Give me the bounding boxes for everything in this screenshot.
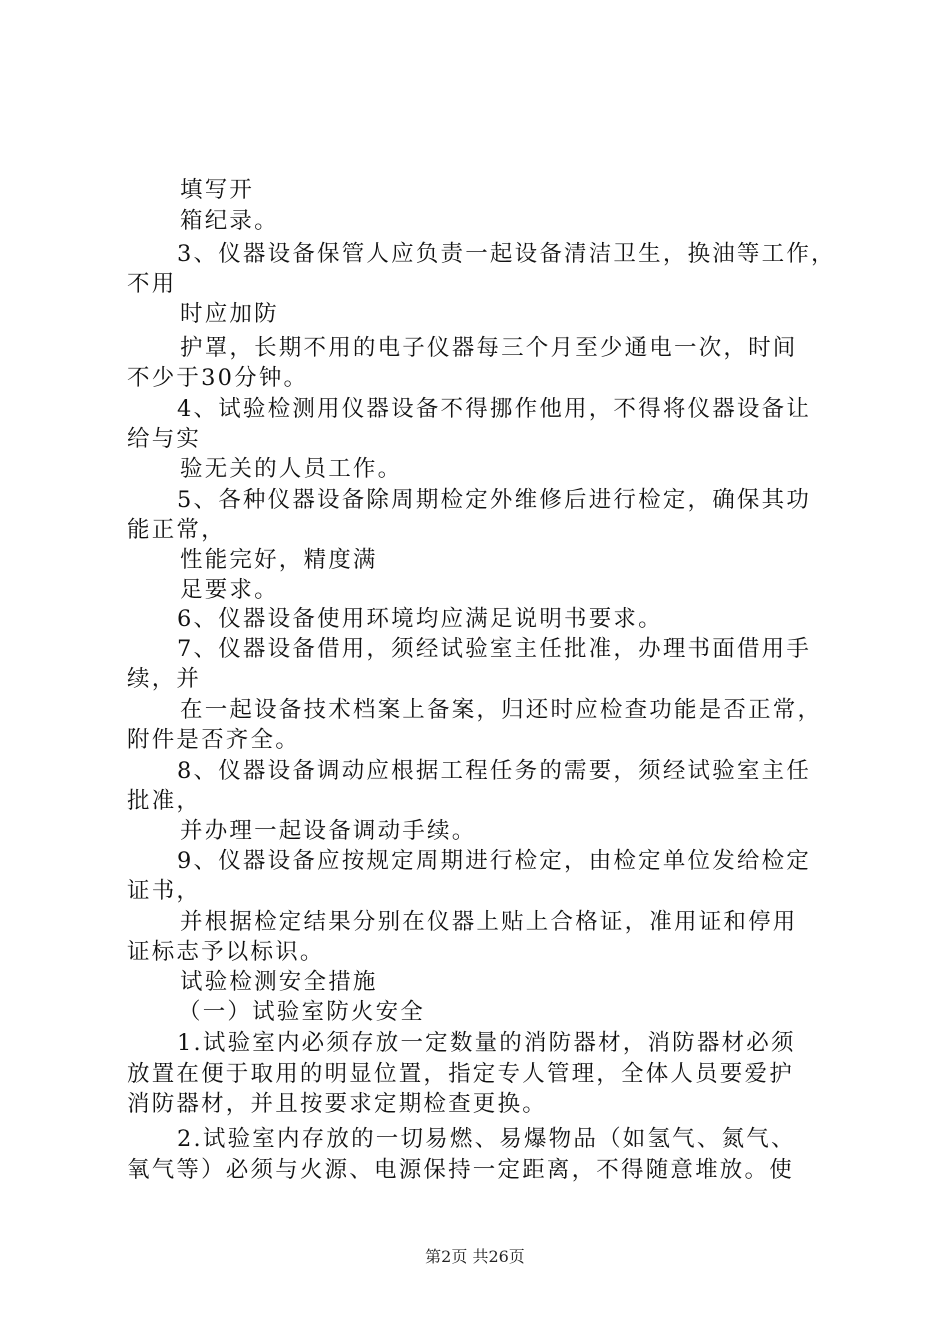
text-line: 7、仪器设备借用，须经试验室主任批准，办理书面借用手 [177, 636, 812, 662]
section-heading: 试验检测安全措施 [180, 969, 378, 995]
text-line: 5、各种仪器设备除周期检定外维修后进行检定，确保其功 [177, 487, 812, 513]
text-line: 并办理一起设备调动手续。 [180, 818, 477, 844]
text-line: 护罩，长期不用的电子仪器每三个月至少通电一次，时间 [180, 335, 798, 361]
text-line: 2.试验室内存放的一切易燃、易爆物品（如氢气、氮气、 [177, 1126, 796, 1152]
text-line: 证书， [127, 878, 202, 904]
text-line: 能正常， [127, 517, 226, 543]
text-line: 4、试验检测用仪器设备不得挪作他用，不得将仪器设备让 [177, 396, 812, 422]
text-line: 足要求。 [180, 577, 279, 603]
text-line: 证标志予以标识。 [127, 939, 325, 965]
text-line: 续，并 [127, 666, 202, 692]
text-line: 箱纪录。 [180, 208, 279, 234]
page-number-footer: 第2页 共26页 [425, 1247, 525, 1266]
text-line: 氧气等）必须与火源、电源保持一定距离，不得随意堆放。使 [127, 1157, 794, 1183]
text-line: 填写开 [180, 177, 255, 203]
text-line: 不少于30分钟。 [127, 365, 309, 391]
text-line: 6、仪器设备使用环境均应满足说明书要求。 [177, 606, 663, 632]
text-line: 不用 [127, 271, 177, 297]
text-line: 消防器材，并且按要求定期检查更换。 [127, 1091, 547, 1117]
text-line: 附件是否齐全。 [127, 727, 300, 753]
text-line: 批准， [127, 788, 202, 814]
text-line: 9、仪器设备应按规定周期进行检定，由检定单位发给检定 [177, 848, 812, 874]
text-line: 时应加防 [180, 301, 279, 327]
text-line: 在一起设备技术档案上备案，归还时应检查功能是否正常， [180, 697, 823, 723]
text-line: 放置在便于取用的明显位置，指定专人管理，全体人员要爱护 [127, 1061, 794, 1087]
subsection-heading: （一）试验室防火安全 [178, 999, 426, 1025]
text-line: 并根据检定结果分别在仪器上贴上合格证，准用证和停用 [180, 909, 798, 935]
text-line: 给与实 [127, 426, 202, 452]
text-line: 验无关的人员工作。 [180, 456, 403, 482]
text-line: 性能完好，精度满 [180, 547, 378, 573]
text-line: 3、仪器设备保管人应负责一起设备清洁卫生，换油等工作， [177, 241, 836, 267]
text-line: 1.试验室内必须存放一定数量的消防器材，消防器材必须 [177, 1030, 796, 1056]
text-line: 8、仪器设备调动应根据工程任务的需要，须经试验室主任 [177, 758, 812, 784]
